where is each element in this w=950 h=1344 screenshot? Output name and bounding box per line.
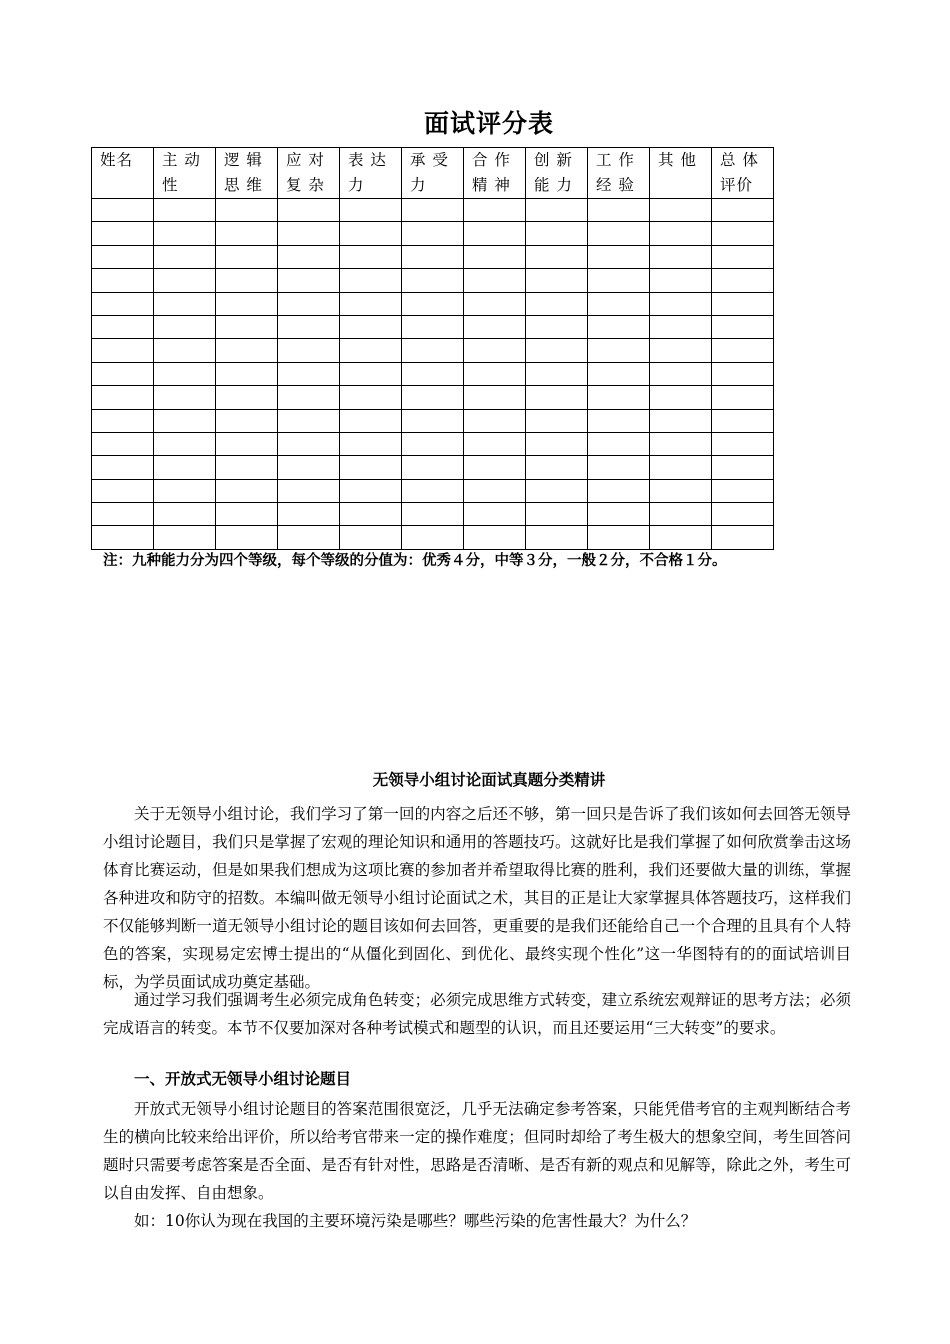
table-row bbox=[92, 245, 774, 268]
score-cell bbox=[712, 245, 774, 268]
score-cell bbox=[526, 362, 588, 385]
score-cell bbox=[216, 526, 278, 549]
score-cell bbox=[340, 269, 402, 292]
score-cell bbox=[464, 339, 526, 362]
score-cell bbox=[402, 292, 464, 315]
score-cell bbox=[278, 199, 340, 222]
table-row bbox=[92, 222, 774, 245]
score-cell bbox=[278, 479, 340, 502]
score-cell bbox=[154, 386, 216, 409]
col-header-resilience: 承 受 力 bbox=[402, 148, 464, 199]
score-cell bbox=[402, 199, 464, 222]
score-cell bbox=[588, 409, 650, 432]
score-cell bbox=[340, 339, 402, 362]
col-header-logic: 逻 辑 思 维 bbox=[216, 148, 278, 199]
score-cell bbox=[402, 386, 464, 409]
score-cell bbox=[216, 245, 278, 268]
score-cell bbox=[650, 222, 712, 245]
col-header-complexity: 应 对 复 杂 bbox=[278, 148, 340, 199]
score-cell bbox=[402, 409, 464, 432]
score-cell bbox=[464, 269, 526, 292]
score-cell bbox=[154, 315, 216, 338]
score-cell bbox=[712, 339, 774, 362]
score-cell bbox=[340, 432, 402, 455]
score-cell bbox=[588, 245, 650, 268]
score-cell bbox=[650, 526, 712, 549]
section-heading-open-topics: 一、开放式无领导小组讨论题目 bbox=[134, 1070, 352, 1088]
col-header-initiative: 主 动 性 bbox=[154, 148, 216, 199]
score-cell bbox=[650, 386, 712, 409]
score-cell bbox=[92, 456, 154, 479]
scoring-note: 注：九种能力分为四个等级，每个等级的分值为：优秀４分，中等３分，一般２分，不合格１分。 bbox=[103, 553, 727, 569]
score-cell bbox=[340, 199, 402, 222]
score-cell bbox=[216, 479, 278, 502]
score-cell bbox=[526, 432, 588, 455]
score-cell bbox=[278, 526, 340, 549]
score-cell bbox=[464, 386, 526, 409]
score-cell bbox=[588, 503, 650, 526]
score-cell bbox=[464, 315, 526, 338]
score-cell bbox=[340, 222, 402, 245]
score-cell bbox=[92, 199, 154, 222]
col-header-innovation: 创 新 能 力 bbox=[526, 148, 588, 199]
col-header-name: 姓名 bbox=[92, 148, 154, 199]
score-cell bbox=[712, 456, 774, 479]
score-cell bbox=[650, 269, 712, 292]
score-cell bbox=[278, 432, 340, 455]
score-cell bbox=[278, 292, 340, 315]
score-cell bbox=[712, 315, 774, 338]
score-cell bbox=[588, 456, 650, 479]
example-question: 如：10你认为现在我国的主要环境污染是哪些？哪些污染的危害性最大？为什么？ bbox=[134, 1212, 697, 1230]
paragraph-intro: 关于无领导小组讨论，我们学习了第一回的内容之后还不够，第一回只是告诉了我们该如何去回答无领导小组讨论题目，我们只是掌握了宏观的理论知识和通用的答题技巧。这就好比是我们掌握了如何欣赏拳击这场体育比赛运动，但是如果我们想成为这项比赛的参加者并希望取得比赛的胜利，我们还要做大量的训练，掌握各种进攻和防守的招数。本编叫做无领导小组讨论面试之术，其目的正是让大家掌握具体答题技巧，这样我们不仅能够判断一道无领导小组讨论的题目该如何去回答，更重要的是我们还能给自己一个合理的且具有个人特色的答案，实现易定宏博士提出的“从僵化到固化、到优化、最终实现个性化”这一华图特有的的面试培训目标，为学员面试成功奠定基础。 bbox=[103, 805, 851, 991]
score-cell bbox=[216, 292, 278, 315]
score-cell bbox=[526, 222, 588, 245]
score-cell bbox=[712, 199, 774, 222]
form-title: 面试评分表 bbox=[423, 109, 554, 138]
score-cell bbox=[712, 526, 774, 549]
score-cell bbox=[154, 269, 216, 292]
score-cell bbox=[526, 479, 588, 502]
score-cell bbox=[278, 245, 340, 268]
score-cell bbox=[154, 456, 216, 479]
score-cell bbox=[588, 362, 650, 385]
score-table-body bbox=[92, 199, 774, 550]
table-row bbox=[92, 432, 774, 455]
score-cell bbox=[402, 315, 464, 338]
score-cell bbox=[712, 222, 774, 245]
score-cell bbox=[526, 199, 588, 222]
score-cell bbox=[464, 292, 526, 315]
score-cell bbox=[650, 362, 712, 385]
score-cell bbox=[92, 269, 154, 292]
table-row bbox=[92, 199, 774, 222]
score-cell bbox=[216, 503, 278, 526]
score-cell bbox=[92, 362, 154, 385]
score-cell bbox=[464, 526, 526, 549]
score-cell bbox=[712, 432, 774, 455]
score-cell bbox=[340, 245, 402, 268]
score-cell bbox=[526, 503, 588, 526]
table-row bbox=[92, 409, 774, 432]
score-cell bbox=[650, 245, 712, 268]
score-cell bbox=[526, 315, 588, 338]
score-cell bbox=[712, 503, 774, 526]
score-cell bbox=[216, 339, 278, 362]
score-cell bbox=[92, 409, 154, 432]
score-cell bbox=[216, 386, 278, 409]
score-cell bbox=[712, 292, 774, 315]
score-cell bbox=[216, 222, 278, 245]
score-cell bbox=[650, 292, 712, 315]
score-cell bbox=[650, 503, 712, 526]
score-cell bbox=[216, 456, 278, 479]
score-cell bbox=[92, 503, 154, 526]
score-cell bbox=[402, 479, 464, 502]
score-cell bbox=[526, 245, 588, 268]
score-cell bbox=[588, 269, 650, 292]
score-cell bbox=[154, 292, 216, 315]
score-cell bbox=[588, 199, 650, 222]
score-cell bbox=[154, 432, 216, 455]
score-cell bbox=[712, 409, 774, 432]
score-cell bbox=[712, 479, 774, 502]
score-cell bbox=[92, 222, 154, 245]
score-cell bbox=[92, 292, 154, 315]
score-cell bbox=[216, 409, 278, 432]
score-cell bbox=[92, 245, 154, 268]
score-cell bbox=[464, 199, 526, 222]
score-cell bbox=[464, 432, 526, 455]
table-row bbox=[92, 479, 774, 502]
score-cell bbox=[588, 526, 650, 549]
table-row bbox=[92, 315, 774, 338]
table-row bbox=[92, 503, 774, 526]
score-cell bbox=[154, 245, 216, 268]
score-cell bbox=[464, 479, 526, 502]
score-table bbox=[91, 147, 774, 550]
score-cell bbox=[278, 269, 340, 292]
score-cell bbox=[588, 386, 650, 409]
score-cell bbox=[650, 315, 712, 338]
score-cell bbox=[712, 269, 774, 292]
score-cell bbox=[650, 432, 712, 455]
paragraph-transformation: 通过学习我们强调考生必须完成角色转变；必须完成思维方式转变，建立系统宏观辩证的思考方法；必须完成语言的转变。本节不仅要加深对各种考试模式和题型的认识，而且还要运用“三大转变”的要求。 bbox=[103, 991, 851, 1037]
score-cell bbox=[278, 362, 340, 385]
score-cell bbox=[278, 315, 340, 338]
score-cell bbox=[588, 479, 650, 502]
table-row bbox=[92, 456, 774, 479]
table-row bbox=[92, 362, 774, 385]
score-cell bbox=[278, 386, 340, 409]
score-cell bbox=[216, 269, 278, 292]
paragraph-open-topics: 开放式无领导小组讨论题目的答案范围很宽泛，几乎无法确定参考答案，只能凭借考官的主观判断结合考生的横向比较来给出评价，所以给考官带来一定的操作难度；但同时却给了考生极大的想象空间，考生回答问题时只需要考虑答案是否全面、是否有针对性，思路是否清晰、是否有新的观点和见解等，除此之外，考生可以自由发挥、自由想象。 bbox=[103, 1100, 851, 1202]
score-cell bbox=[526, 292, 588, 315]
score-cell bbox=[588, 339, 650, 362]
score-cell bbox=[154, 339, 216, 362]
col-header-teamwork: 合 作 精 神 bbox=[464, 148, 526, 199]
score-cell bbox=[526, 269, 588, 292]
score-cell bbox=[526, 456, 588, 479]
score-cell bbox=[464, 409, 526, 432]
score-cell bbox=[650, 339, 712, 362]
score-cell bbox=[402, 269, 464, 292]
score-cell bbox=[402, 503, 464, 526]
score-cell bbox=[92, 432, 154, 455]
score-cell bbox=[464, 456, 526, 479]
score-cell bbox=[154, 362, 216, 385]
score-cell bbox=[712, 386, 774, 409]
score-cell bbox=[402, 362, 464, 385]
score-cell bbox=[402, 222, 464, 245]
score-cell bbox=[92, 315, 154, 338]
score-cell bbox=[340, 386, 402, 409]
score-cell bbox=[588, 222, 650, 245]
score-cell bbox=[464, 362, 526, 385]
score-cell bbox=[278, 222, 340, 245]
col-header-other: 其 他 bbox=[650, 148, 712, 199]
score-cell bbox=[92, 479, 154, 502]
score-cell bbox=[402, 339, 464, 362]
score-cell bbox=[154, 222, 216, 245]
score-cell bbox=[588, 432, 650, 455]
score-cell bbox=[278, 339, 340, 362]
score-cell bbox=[340, 315, 402, 338]
score-cell bbox=[712, 362, 774, 385]
score-cell bbox=[402, 432, 464, 455]
table-row bbox=[92, 292, 774, 315]
score-cell bbox=[278, 409, 340, 432]
score-cell bbox=[340, 456, 402, 479]
score-cell bbox=[464, 503, 526, 526]
score-cell bbox=[650, 479, 712, 502]
score-cell bbox=[402, 526, 464, 549]
score-cell bbox=[278, 456, 340, 479]
table-row bbox=[92, 386, 774, 409]
score-cell bbox=[402, 245, 464, 268]
score-cell bbox=[278, 503, 340, 526]
score-cell bbox=[526, 409, 588, 432]
score-cell bbox=[216, 315, 278, 338]
score-cell bbox=[216, 199, 278, 222]
score-cell bbox=[154, 199, 216, 222]
score-cell bbox=[92, 526, 154, 549]
score-cell bbox=[588, 315, 650, 338]
score-cell bbox=[154, 479, 216, 502]
score-cell bbox=[92, 386, 154, 409]
score-cell bbox=[464, 245, 526, 268]
score-cell bbox=[340, 479, 402, 502]
score-cell bbox=[588, 292, 650, 315]
score-cell bbox=[154, 526, 216, 549]
score-cell bbox=[526, 339, 588, 362]
table-row bbox=[92, 269, 774, 292]
table-row bbox=[92, 526, 774, 549]
score-cell bbox=[92, 339, 154, 362]
col-header-overall: 总 体 评价 bbox=[712, 148, 774, 199]
score-cell bbox=[154, 503, 216, 526]
score-cell bbox=[464, 222, 526, 245]
col-header-experience: 工 作 经 验 bbox=[588, 148, 650, 199]
score-cell bbox=[650, 409, 712, 432]
score-cell bbox=[650, 456, 712, 479]
score-cell bbox=[340, 362, 402, 385]
score-cell bbox=[154, 409, 216, 432]
score-cell bbox=[216, 362, 278, 385]
score-cell bbox=[340, 503, 402, 526]
score-cell bbox=[402, 456, 464, 479]
score-cell bbox=[526, 526, 588, 549]
score-cell bbox=[526, 386, 588, 409]
score-cell bbox=[340, 292, 402, 315]
score-cell bbox=[340, 526, 402, 549]
col-header-expression: 表 达 力 bbox=[340, 148, 402, 199]
score-cell bbox=[340, 409, 402, 432]
table-row bbox=[92, 339, 774, 362]
score-cell bbox=[650, 199, 712, 222]
score-cell bbox=[216, 432, 278, 455]
article-title: 无领导小组讨论面试真题分类精讲 bbox=[372, 771, 606, 789]
table-header-row bbox=[92, 148, 774, 199]
